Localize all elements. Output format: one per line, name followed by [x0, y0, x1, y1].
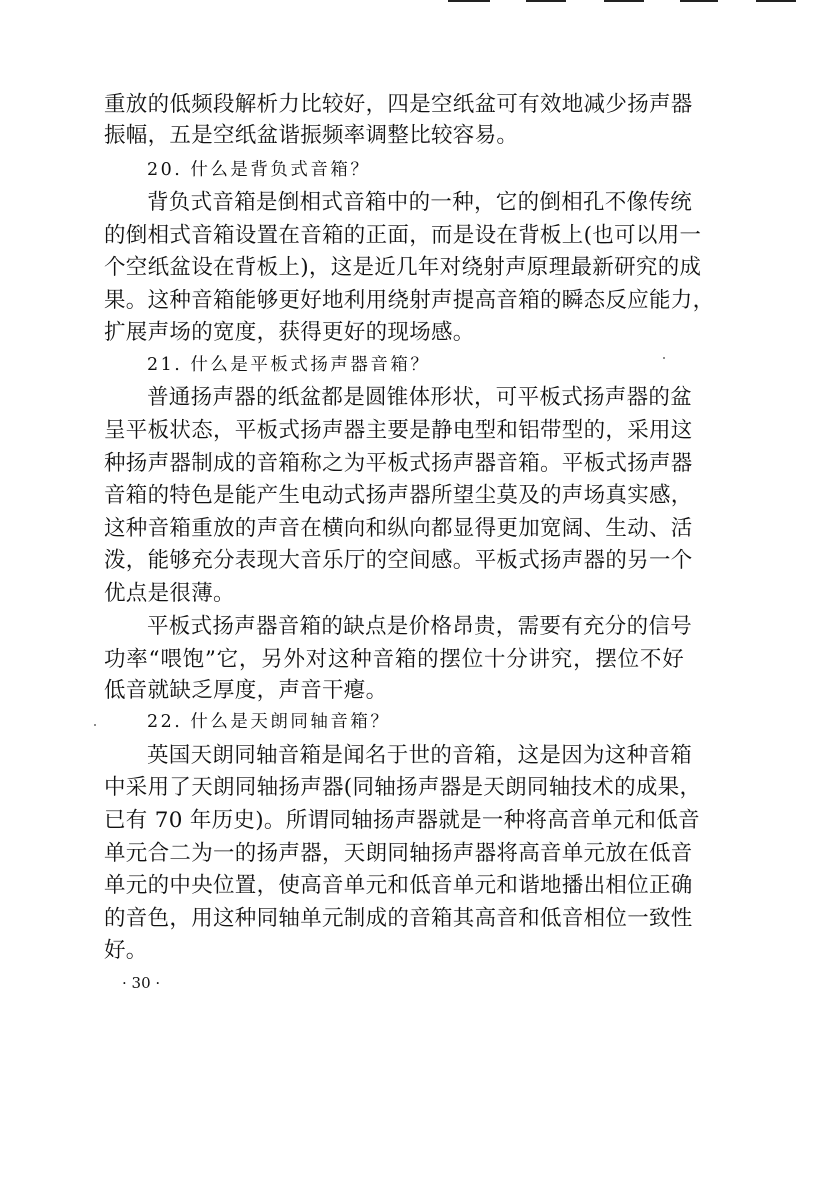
text-line: 的倒相式音箱设置在音箱的正面，而是设在背板上(也可以用一	[104, 223, 702, 248]
text-line: 的音色，用这种同轴单元制成的音箱其高音和低音相位一致性	[104, 906, 693, 931]
text-line: 呈平板状态，平板式扬声器主要是静电型和铝带型的，采用这	[104, 418, 693, 443]
text-line: 背负式音箱是倒相式音箱中的一种，它的倒相孔不像传统	[147, 190, 693, 215]
text-line: 振幅，五是空纸盆谐振频率调整比较容易。	[104, 123, 519, 148]
text-line: 英国天朗同轴音箱是闻名于世的音箱，这是因为这种音箱	[147, 743, 693, 768]
text-line: 种扬声器制成的音箱称之为平板式扬声器音箱。平板式扬声器	[104, 451, 693, 476]
question-heading: 22. 什么是天朗同轴音箱？	[147, 712, 391, 732]
text-line: 优点是很薄。	[104, 581, 235, 606]
text-line: 普通扬声器的纸盆都是圆锥体形状，可平板式扬声器的盆	[147, 385, 693, 410]
text-line: 已有 70 年历史)。所谓同轴扬声器就是一种将高音单元和低音	[104, 808, 700, 833]
scan-mark	[526, 0, 566, 2]
text-line: 单元的中央位置，使高音单元和低音单元和谐地播出相位正确	[104, 873, 693, 898]
scan-speck	[663, 357, 665, 359]
scan-mark	[680, 0, 718, 2]
text-line: 低音就缺乏厚度，声音干瘪。	[104, 678, 388, 703]
page-number: · 30 ·	[122, 974, 161, 992]
text-line: 重放的低频段解析力比较好，四是空纸盆可有效地减少扬声器	[104, 92, 693, 117]
text-line: 中采用了天朗同轴扬声器(同轴扬声器是天朗同轴技术的成果，	[104, 775, 702, 800]
text-line: 好。	[104, 938, 148, 963]
text-line: 个空纸盆设在背板上)，这是近几年对绕射声原理最新研究的成	[104, 255, 702, 280]
scan-mark	[448, 0, 490, 2]
text-line: 扩展声场的宽度，获得更好的现场感。	[104, 320, 475, 345]
text-line: 平板式扬声器音箱的缺点是价格昂贵，需要有充分的信号	[147, 614, 693, 639]
text-line: 单元合二为一的扬声器，天朗同轴扬声器将高音单元放在低音	[104, 841, 693, 866]
text-line: 果。这种音箱能够更好地利用绕射声提高音箱的瞬态反应能力，	[104, 288, 715, 313]
question-heading: 21. 什么是平板式扬声器音箱？	[147, 355, 431, 375]
text-line: 泼，能够充分表现大音乐厅的空间感。平板式扬声器的另一个	[104, 548, 693, 573]
text-line: 功率“喂饱”它，另外对这种音箱的摆位十分讲究，摆位不好	[104, 647, 684, 672]
scan-mark	[604, 0, 644, 2]
text-line: 音箱的特色是能产生电动式扬声器所望尘莫及的声场真实感，	[104, 483, 693, 508]
text-line: 这种音箱重放的声音在横向和纵向都显得更加宽阔、生动、活	[104, 516, 693, 541]
scan-speck	[94, 724, 96, 726]
question-heading: 20. 什么是背负式音箱？	[147, 160, 371, 180]
scan-mark	[756, 0, 796, 2]
